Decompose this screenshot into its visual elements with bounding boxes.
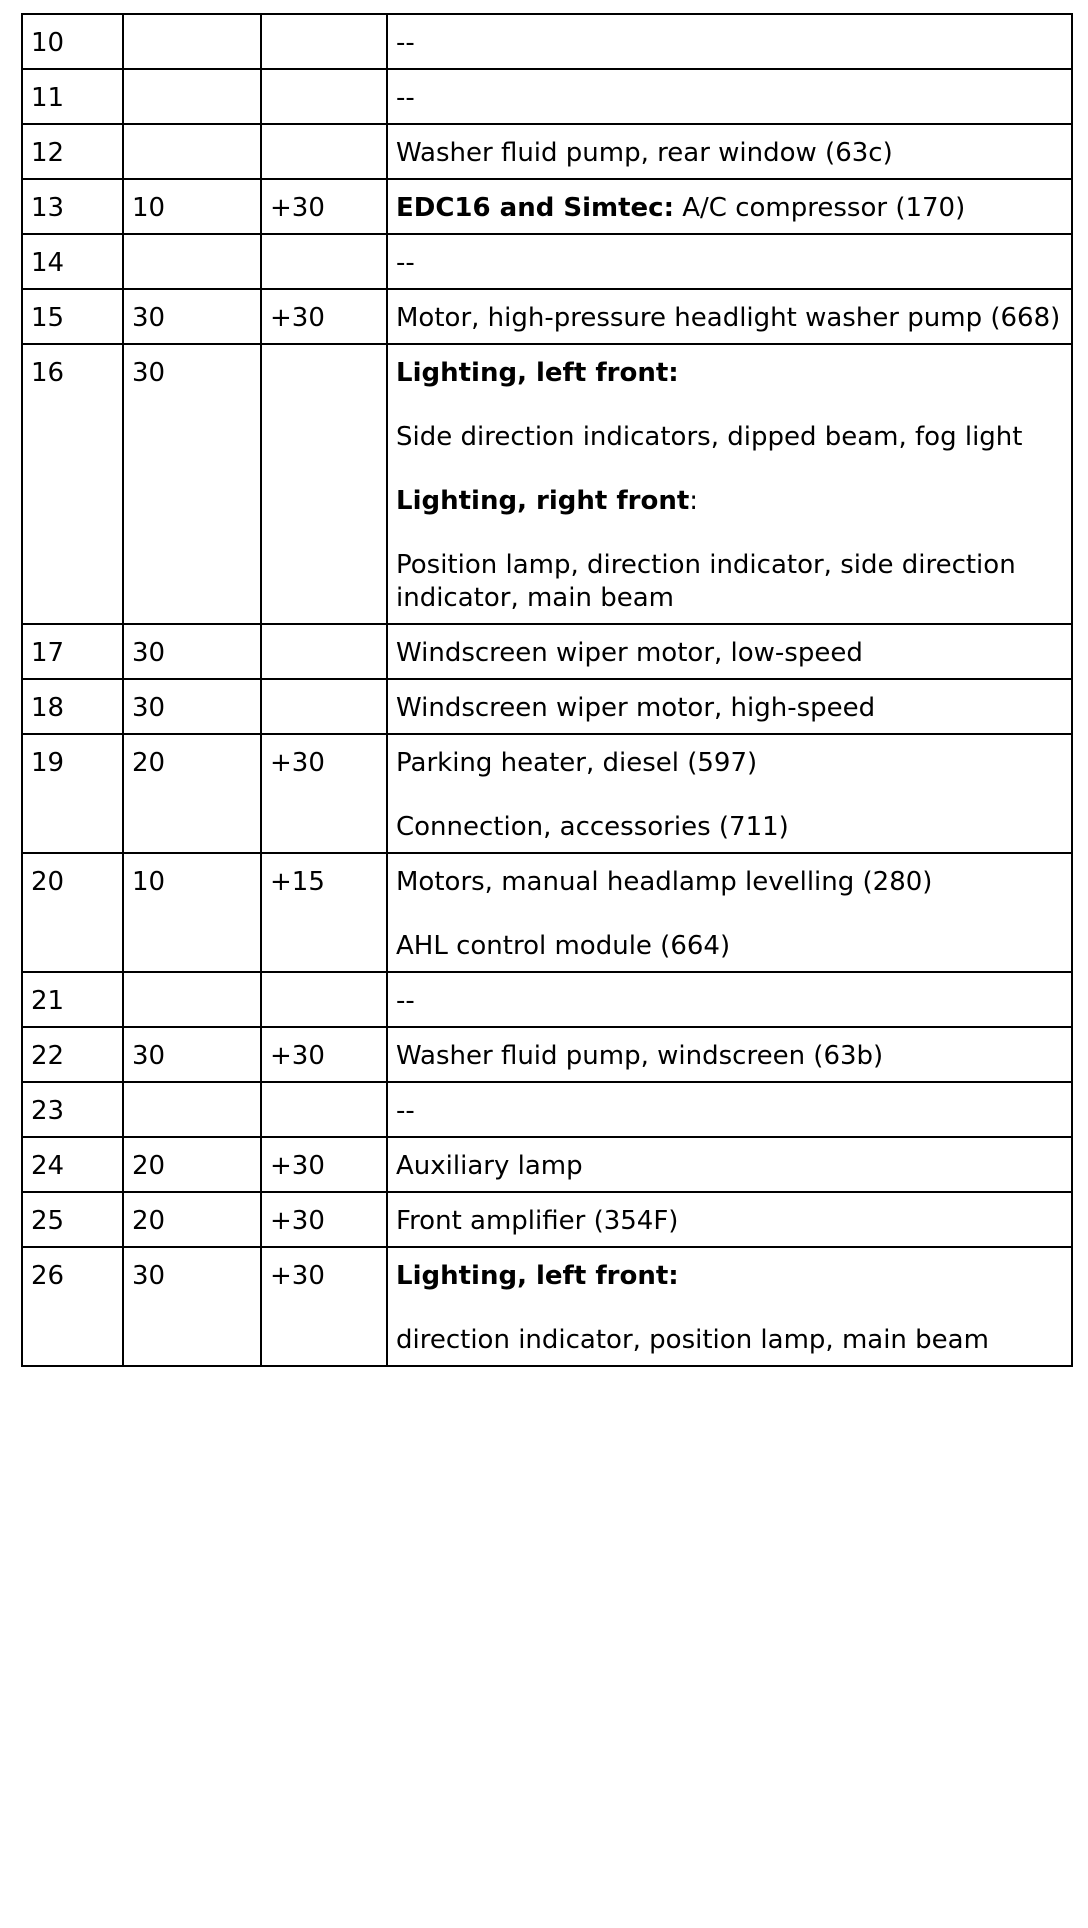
fuse-number-cell: 24 [22, 1137, 123, 1192]
table-row [22, 734, 1072, 853]
description-line [396, 137, 1061, 170]
table-row [22, 179, 1072, 234]
description-line [396, 27, 1061, 60]
supply-cell [261, 344, 387, 624]
description-heading: Lighting, left front: [396, 358, 679, 388]
description-text: direction indicator, position lamp, main beam [396, 1325, 989, 1355]
description-line [396, 692, 1061, 725]
description-text: : [689, 486, 699, 516]
supply-cell: +30 [261, 1137, 387, 1192]
table-row [22, 234, 1072, 289]
description-cell [387, 289, 1072, 344]
description-line [396, 1324, 1061, 1357]
description-line [396, 985, 1061, 1018]
table-row [22, 972, 1072, 1027]
table-row [22, 624, 1072, 679]
table-row [22, 1027, 1072, 1082]
fuse-number-cell: 16 [22, 344, 123, 624]
description-text: -- [396, 28, 415, 58]
description-text: -- [396, 1096, 415, 1126]
amperage-cell: 30 [123, 344, 261, 624]
amperage-cell: 20 [123, 734, 261, 853]
amperage-cell: 30 [123, 624, 261, 679]
description-cell [387, 624, 1072, 679]
description-line [396, 1095, 1061, 1128]
amperage-cell [123, 234, 261, 289]
description-text: Windscreen wiper motor, high-speed [396, 693, 876, 723]
supply-cell: +30 [261, 289, 387, 344]
description-text: AHL control module (664) [396, 931, 731, 961]
description-text: Washer fluid pump, rear window (63c) [396, 138, 893, 168]
supply-cell: +30 [261, 734, 387, 853]
description-line [396, 549, 1061, 615]
fuse-number-cell: 20 [22, 853, 123, 972]
supply-cell: +30 [261, 1027, 387, 1082]
description-text: Windscreen wiper motor, low-speed [396, 638, 863, 668]
description-text: -- [396, 986, 415, 1016]
supply-cell: +15 [261, 853, 387, 972]
description-line [396, 1040, 1061, 1073]
table-row [22, 1137, 1072, 1192]
description-cell [387, 344, 1072, 624]
fuse-number-cell: 11 [22, 69, 123, 124]
description-heading: Lighting, left front: [396, 1261, 679, 1291]
fuse-number-cell: 18 [22, 679, 123, 734]
description-line [396, 811, 1061, 844]
description-line [396, 1150, 1061, 1183]
fuse-number-cell: 13 [22, 179, 123, 234]
table-row [22, 853, 1072, 972]
supply-cell [261, 972, 387, 1027]
description-line [396, 302, 1061, 335]
description-cell [387, 1247, 1072, 1366]
amperage-cell [123, 69, 261, 124]
amperage-cell: 30 [123, 1247, 261, 1366]
table-row [22, 69, 1072, 124]
description-line [396, 747, 1061, 780]
supply-cell [261, 1082, 387, 1137]
supply-cell [261, 124, 387, 179]
fuse-table-body [22, 14, 1072, 1366]
amperage-cell: 20 [123, 1192, 261, 1247]
description-text: Position lamp, direction indicator, side direction indicator, main beam [396, 550, 1016, 613]
fuse-number-cell: 14 [22, 234, 123, 289]
amperage-cell [123, 972, 261, 1027]
description-cell [387, 124, 1072, 179]
description-text: Auxiliary lamp [396, 1151, 583, 1181]
supply-cell: +30 [261, 179, 387, 234]
amperage-cell: 10 [123, 179, 261, 234]
fuse-number-cell: 15 [22, 289, 123, 344]
supply-cell [261, 679, 387, 734]
description-cell [387, 69, 1072, 124]
supply-cell [261, 234, 387, 289]
description-cell [387, 1027, 1072, 1082]
amperage-cell [123, 14, 261, 69]
description-line [396, 930, 1061, 963]
amperage-cell [123, 1082, 261, 1137]
description-text: Front amplifier (354F) [396, 1206, 679, 1236]
description-cell [387, 179, 1072, 234]
fuse-number-cell: 19 [22, 734, 123, 853]
amperage-cell: 10 [123, 853, 261, 972]
table-row [22, 14, 1072, 69]
description-cell [387, 734, 1072, 853]
amperage-cell: 30 [123, 1027, 261, 1082]
description-cell [387, 1137, 1072, 1192]
supply-cell: +30 [261, 1247, 387, 1366]
description-cell [387, 972, 1072, 1027]
description-line [396, 485, 1061, 518]
fuse-number-cell: 25 [22, 1192, 123, 1247]
fuse-number-cell: 17 [22, 624, 123, 679]
description-cell [387, 679, 1072, 734]
description-line [396, 192, 1061, 225]
description-cell [387, 234, 1072, 289]
description-line [396, 866, 1061, 899]
description-cell [387, 1192, 1072, 1247]
table-row [22, 289, 1072, 344]
description-cell [387, 853, 1072, 972]
table-row [22, 1247, 1072, 1366]
amperage-cell: 30 [123, 289, 261, 344]
fuse-number-cell: 26 [22, 1247, 123, 1366]
description-text: Motors, manual headlamp levelling (280) [396, 867, 933, 897]
fuse-table [21, 13, 1073, 1367]
fuse-number-cell: 23 [22, 1082, 123, 1137]
table-row [22, 124, 1072, 179]
description-line [396, 82, 1061, 115]
supply-cell: +30 [261, 1192, 387, 1247]
description-text: -- [396, 83, 415, 113]
amperage-cell [123, 124, 261, 179]
description-text: Connection, accessories (711) [396, 812, 789, 842]
description-line [396, 1260, 1061, 1293]
description-text: Side direction indicators, dipped beam, fog light [396, 422, 1023, 452]
table-row [22, 1192, 1072, 1247]
description-text: Parking heater, diesel (597) [396, 748, 758, 778]
fuse-number-cell: 12 [22, 124, 123, 179]
description-cell [387, 14, 1072, 69]
description-line [396, 357, 1061, 390]
description-text: A/C compressor (170) [673, 193, 966, 223]
table-row [22, 1082, 1072, 1137]
table-row [22, 679, 1072, 734]
supply-cell [261, 14, 387, 69]
description-line [396, 247, 1061, 280]
description-text: Motor, high-pressure headlight washer pump (668) [396, 303, 1061, 333]
supply-cell [261, 624, 387, 679]
table-row [22, 344, 1072, 624]
amperage-cell: 30 [123, 679, 261, 734]
description-cell [387, 1082, 1072, 1137]
supply-cell [261, 69, 387, 124]
description-text: -- [396, 248, 415, 278]
description-text: Washer fluid pump, windscreen (63b) [396, 1041, 884, 1071]
description-line [396, 421, 1061, 454]
description-line [396, 1205, 1061, 1238]
description-line [396, 637, 1061, 670]
fuse-number-cell: 22 [22, 1027, 123, 1082]
amperage-cell: 20 [123, 1137, 261, 1192]
fuse-number-cell: 21 [22, 972, 123, 1027]
description-heading: EDC16 and Simtec: [396, 193, 674, 223]
fuse-number-cell: 10 [22, 14, 123, 69]
description-heading: Lighting, right front [396, 486, 690, 516]
